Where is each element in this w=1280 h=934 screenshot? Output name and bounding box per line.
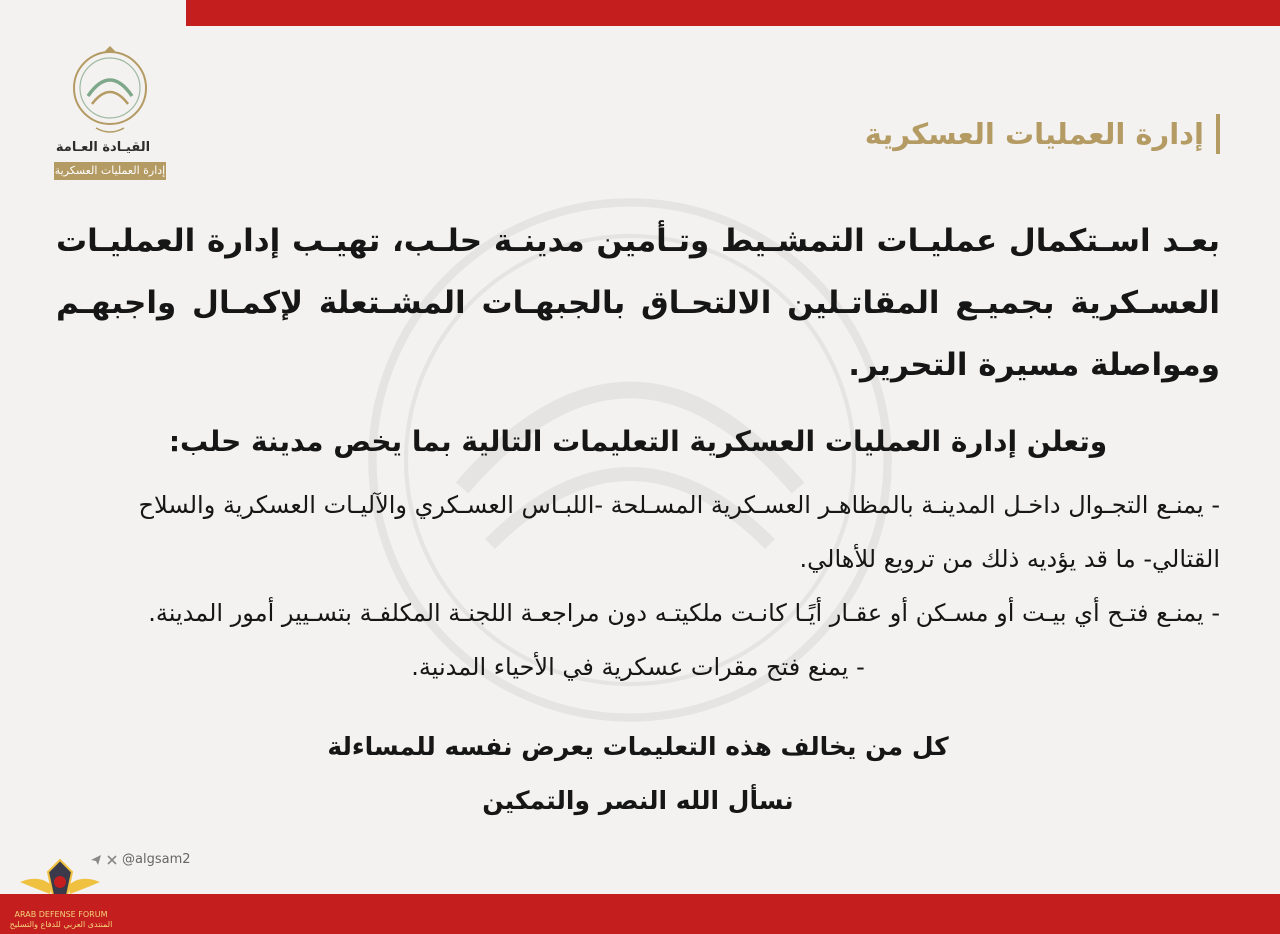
bottom-red-bar (0, 894, 1280, 934)
section-title: إدارة العمليات العسكرية (864, 117, 1204, 151)
x-icon (106, 854, 118, 866)
prayer-line: نسأل الله النصر والتمكين (482, 786, 794, 815)
instruction-item: - يمنـع التجـوال داخـل المدينـة بالمظاهـر العسـكرية المسـلحة -اللبـاس العسـكري والآليـات العسكرية والسلاح القتالي- ما قد يؤديه ذلك من ترويع للأهالي. (138, 491, 1220, 573)
top-red-bar (186, 0, 1280, 26)
intro-paragraph: بعـد اسـتكمال عمليـات التمشـيط وتـأمين مدينـة حلـب، تهيـب إدارة العمليـات العسـكرية بجميـع المقاتـلين الالتحـاق بالجبهـات المشـتعلة لإكمـال واجبهـم ومواصلة مسيرة التحرير. (56, 223, 1220, 383)
announcement-heading: وتعلن إدارة العمليات العسكرية التعليمات التالية بما يخص مدينة حلب: (168, 425, 1108, 458)
heading-accent-bar (1216, 114, 1220, 154)
badge-caption-en: ARAB DEFENSE FORUM (14, 910, 108, 919)
instruction-item: - يمنع فتح مقرات عسكرية في الأحياء المدنية. (411, 653, 865, 681)
badge-caption-ar: المنتدى العربي للدفاع والتسليح (9, 920, 113, 929)
org-subtitle-badge: إدارة العمليات العسكرية (54, 162, 166, 180)
instruction-item: - يمنـع فتـح أي بيـت أو مسـكن أو عقـار أيًـا كانـت ملكيتـه دون مراجعـة اللجنـة المكلفـة بتسـيير أمور المدينة. (148, 599, 1220, 627)
section-heading (865, 112, 1220, 156)
warning-line: كل من يخالف هذه التعليمات يعرض نفسه للمساءلة (327, 732, 949, 761)
telegram-icon (90, 854, 102, 866)
statement-body (56, 210, 1220, 828)
emblem-logo (68, 46, 152, 138)
handle-text: @algsam2 (122, 852, 191, 867)
org-name: القيـادة العـامة (55, 140, 151, 155)
social-handle[interactable] (90, 852, 191, 867)
